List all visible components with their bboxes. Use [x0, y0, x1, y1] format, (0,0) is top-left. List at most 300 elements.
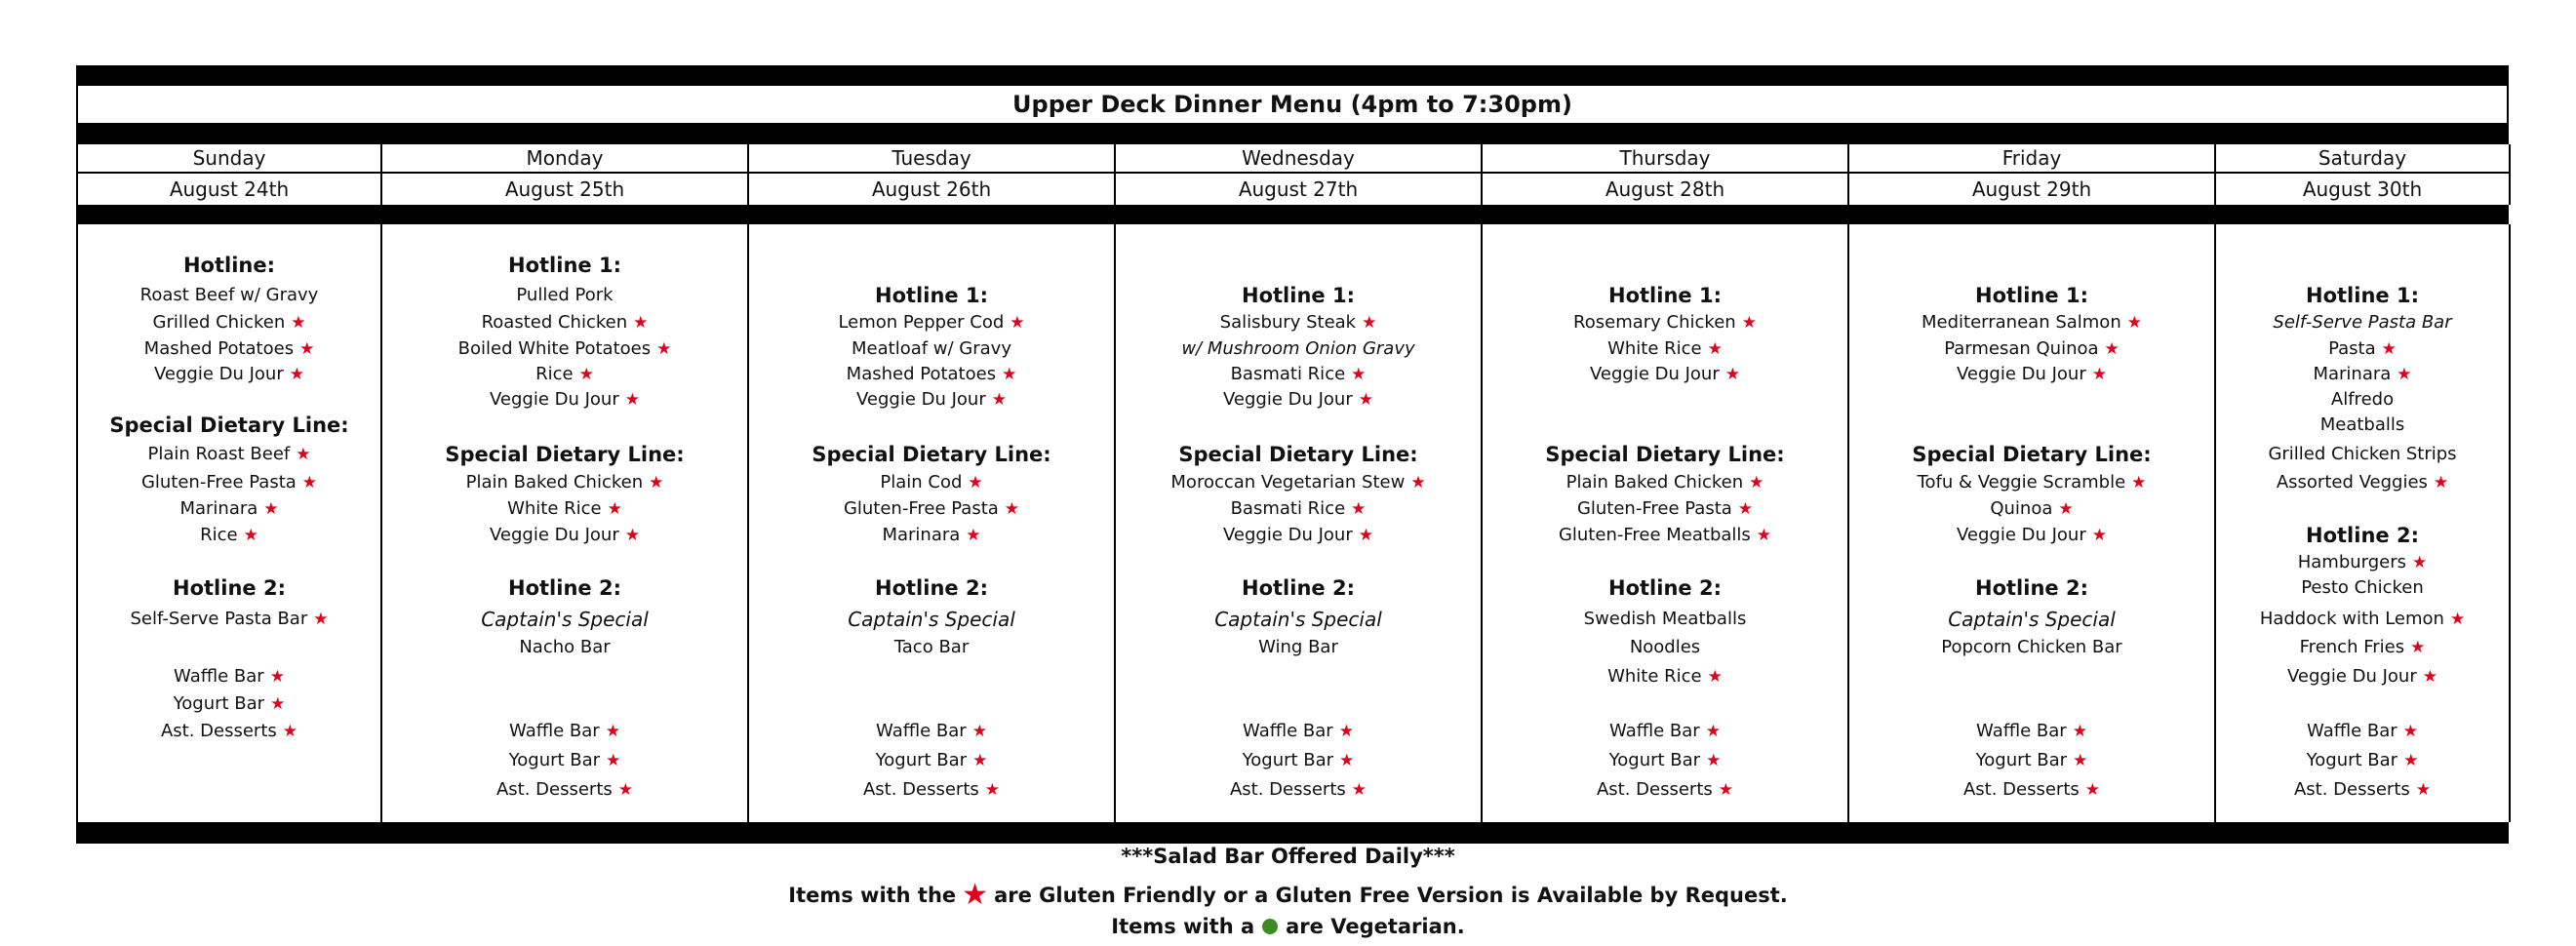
- gluten-friendly-star-icon: ★: [2091, 526, 2107, 545]
- menu-item: [382, 779, 747, 801]
- menu-item-text: Gluten-Free Pasta: [140, 472, 297, 493]
- menu-item: [749, 779, 1114, 801]
- section-heading: [1116, 285, 1481, 306]
- menu-item-text: Waffle Bar: [2307, 721, 2398, 741]
- menu-item-text: Pasta: [2328, 338, 2376, 359]
- menu-item-text: Nacho Bar: [519, 637, 611, 657]
- menu-item: [2216, 338, 2509, 360]
- gluten-friendly-star-icon: ★: [2449, 610, 2466, 629]
- menu-item: [749, 721, 1114, 742]
- menu-item: [382, 609, 747, 630]
- menu-item-text: Special Dietary Line:: [1912, 443, 2152, 466]
- day-name-friday: Friday: [1849, 144, 2216, 174]
- menu-item-text: Meatballs: [2319, 414, 2405, 435]
- menu-item-text: Plain Cod: [880, 472, 963, 493]
- gluten-friendly-star-icon: ★: [1706, 751, 1722, 770]
- menu-item-text: Veggie Du Jour: [1589, 364, 1720, 384]
- day-name-wednesday: Wednesday: [1116, 144, 1483, 174]
- menu-item-text: Hotline 2:: [1242, 576, 1355, 600]
- menu-item-text: Yogurt Bar: [508, 750, 601, 770]
- menu-column-tuesday: [749, 224, 1116, 822]
- day-name-sunday: Sunday: [78, 144, 382, 174]
- menu-item: [382, 721, 747, 742]
- menu-item-text: Hotline 1:: [1608, 284, 1722, 307]
- menu-column-thursday: [1483, 224, 1849, 822]
- menu-item-text: Rosemary Chicken: [1573, 312, 1736, 333]
- menu-item: [78, 525, 380, 546]
- menu-item-text: Lemon Pepper Cod: [838, 312, 1005, 333]
- menu-item-text: Ast. Desserts: [160, 721, 277, 741]
- menu-item: [1849, 779, 2214, 801]
- menu-item-text: Special Dietary Line:: [445, 443, 685, 466]
- menu-item: [78, 609, 380, 630]
- section-heading: [749, 285, 1114, 306]
- gluten-friendly-star-icon: ★: [606, 751, 621, 770]
- day-name-monday: Monday: [382, 144, 749, 174]
- menu-item: [1483, 609, 1847, 630]
- gluten-friendly-star-icon: ★: [2131, 473, 2147, 493]
- menu-item: [2216, 721, 2509, 742]
- date-thursday: August 28th: [1483, 174, 1849, 205]
- vegetarian-note-suffix: are Vegetarian.: [1286, 915, 1465, 938]
- menu-item: [2216, 609, 2509, 630]
- menu-item-text: Pulled Pork: [516, 285, 614, 305]
- menu-item: [78, 285, 380, 306]
- section-heading: [1483, 285, 1847, 306]
- menu-item: [1116, 609, 1481, 630]
- gluten-friendly-star-icon: ★: [1718, 780, 1734, 800]
- menu-item: [749, 472, 1114, 493]
- menu-item-text: French Fries: [2299, 637, 2405, 657]
- gluten-friendly-star-icon: ★: [289, 365, 304, 384]
- menu-item-text: White Rice: [1607, 666, 1702, 687]
- menu-item-text: Hotline 1:: [1975, 284, 2088, 307]
- date-saturday: August 30th: [2216, 174, 2511, 205]
- menu-item-text: Veggie Du Jour: [489, 389, 619, 410]
- menu-item-text: Wing Bar: [1258, 637, 1338, 657]
- section-heading: [749, 444, 1114, 465]
- menu-item-text: Ast. Desserts: [1596, 779, 1713, 800]
- menu-item-text: Hotline 2:: [875, 576, 988, 600]
- top-bar: [76, 65, 2509, 86]
- date-wednesday: August 27th: [1116, 174, 1483, 205]
- menu-item-text: Veggie Du Jour: [1222, 525, 1353, 545]
- menu-item: [749, 364, 1114, 385]
- gluten-friendly-star-icon: ★: [2397, 365, 2412, 384]
- menu-item: [2216, 637, 2509, 658]
- gluten-friendly-star-icon: ★: [1724, 365, 1740, 384]
- menu-column-friday: [1849, 224, 2216, 822]
- gluten-friendly-star-icon: ★: [1339, 751, 1355, 770]
- menu-item-text: Parmesan Quinoa: [1944, 338, 2099, 359]
- menu-item: [1116, 721, 1481, 742]
- menu-item: [2216, 779, 2509, 801]
- gluten-friendly-star-icon: ★: [301, 473, 318, 493]
- menu-body-row: [76, 224, 2509, 822]
- gluten-friendly-star-icon: ★: [1707, 667, 1723, 687]
- menu-item-text: Self-Serve Pasta Bar: [130, 609, 308, 629]
- menu-item-text: Alfredo: [2330, 389, 2395, 410]
- menu-item: [382, 338, 747, 360]
- menu-item-text: Roasted Chicken: [481, 312, 628, 333]
- gluten-friendly-star-icon: ★: [296, 445, 311, 464]
- menu-item: [1116, 637, 1481, 658]
- gluten-note: [0, 878, 2576, 912]
- date-header-row: [76, 174, 2509, 205]
- gluten-friendly-star-icon: ★: [2073, 751, 2088, 770]
- gluten-friendly-star-icon: ★: [1002, 365, 1017, 384]
- menu-item: [78, 498, 380, 520]
- gluten-friendly-star-icon: ★: [1737, 499, 1754, 519]
- menu-item-text: Gluten-Free Meatballs: [1558, 525, 1751, 545]
- gluten-friendly-star-icon: ★: [649, 473, 664, 493]
- day-name-thursday: Thursday: [1483, 144, 1849, 174]
- menu-item: [1849, 637, 2214, 658]
- menu-item-text: Basmati Rice: [1230, 364, 1346, 384]
- menu-item: [1483, 637, 1847, 658]
- gluten-friendly-star-icon: ★: [617, 780, 634, 800]
- section-heading: [78, 414, 380, 436]
- gluten-friendly-star-icon: ★: [2104, 339, 2120, 359]
- menu-item-text: Plain Roast Beef: [147, 444, 291, 464]
- menu-item-text: Yogurt Bar: [173, 693, 265, 714]
- section-heading: [1116, 577, 1481, 599]
- menu-item-text: Special Dietary Line:: [1545, 443, 1785, 466]
- gluten-friendly-star-icon: ★: [282, 722, 298, 741]
- section-heading: [1849, 444, 2214, 465]
- gluten-friendly-star-icon: ★: [624, 526, 640, 545]
- menu-item-text: Waffle Bar: [509, 721, 600, 741]
- gluten-friendly-star-icon: ★: [984, 780, 1001, 800]
- gluten-friendly-star-icon: ★: [2433, 473, 2449, 493]
- menu-item-text: Grilled Chicken Strips: [2268, 444, 2457, 464]
- gluten-friendly-star-icon: ★: [633, 313, 649, 333]
- menu-item: [1483, 338, 1847, 360]
- gluten-friendly-star-icon: ★: [270, 694, 286, 714]
- menu-item: [749, 525, 1114, 546]
- menu-item: [749, 498, 1114, 520]
- gluten-friendly-star-icon: ★: [2422, 667, 2437, 687]
- menu-column-saturday: [2216, 224, 2511, 822]
- gluten-friendly-star-icon: ★: [2091, 365, 2107, 384]
- menu-item: [1849, 750, 2214, 771]
- menu-item: [1116, 389, 1481, 411]
- menu-item-text: Hotline 2:: [508, 576, 621, 600]
- menu-item-text: Hotline 1:: [875, 284, 988, 307]
- menu-item: [749, 609, 1114, 630]
- menu-item-text: Quinoa: [1990, 498, 2053, 519]
- menu-item-text: Hotline 1:: [2306, 284, 2419, 307]
- menu-item-text: Hotline 2:: [2306, 524, 2419, 547]
- menu-item-text: Captain's Special: [1214, 608, 1382, 631]
- star-icon: ★: [962, 878, 989, 912]
- gluten-friendly-star-icon: ★: [1358, 526, 1373, 545]
- salad-bar-note: ***Salad Bar Offered Daily***: [1121, 845, 1455, 868]
- gluten-note-suffix: are Gluten Friendly or a Gluten Free Version is Available by Request.: [994, 884, 1788, 907]
- gluten-friendly-star-icon: ★: [1741, 313, 1757, 333]
- section-heading: [78, 255, 380, 276]
- menu-item-text: Yogurt Bar: [1608, 750, 1701, 770]
- menu-item: [78, 666, 380, 688]
- section-heading: [2216, 285, 2509, 306]
- menu-item: [78, 472, 380, 493]
- gluten-friendly-star-icon: ★: [1705, 722, 1721, 741]
- menu-item-text: Veggie Du Jour: [1956, 525, 2086, 545]
- menu-item: [78, 444, 380, 465]
- menu-item-text: Boiled White Potatoes: [457, 338, 652, 359]
- menu-item: [2216, 312, 2509, 334]
- section-heading: [2216, 525, 2509, 546]
- menu-item: [1116, 750, 1481, 771]
- menu-item-text: w/ Mushroom Onion Gravy: [1181, 338, 1415, 359]
- date-bar: [76, 205, 2509, 224]
- menu-item-text: Hotline 1:: [508, 254, 621, 277]
- menu-item-text: Special Dietary Line:: [109, 414, 349, 437]
- menu-item: [382, 498, 747, 520]
- section-heading: [382, 444, 747, 465]
- menu-item: [2216, 414, 2509, 436]
- vegetarian-dot-icon: [1262, 919, 1278, 934]
- menu-item: [1849, 364, 2214, 385]
- gluten-friendly-star-icon: ★: [968, 473, 983, 493]
- menu-item: [1483, 525, 1847, 546]
- gluten-friendly-star-icon: ★: [2072, 722, 2087, 741]
- menu-item: [2216, 389, 2509, 411]
- menu-item-text: Captain's Special: [1948, 608, 2116, 631]
- menu-item: [382, 750, 747, 771]
- menu-item-text: Marinara: [2313, 364, 2392, 384]
- menu-item: [1116, 498, 1481, 520]
- menu-item-text: Rice: [535, 364, 574, 384]
- menu-item: [1849, 498, 2214, 520]
- date-sunday: August 24th: [78, 174, 382, 205]
- menu-item-text: Roast Beef w/ Gravy: [139, 285, 319, 305]
- menu-item-text: Yogurt Bar: [2306, 750, 2398, 770]
- menu-item-text: Yogurt Bar: [1975, 750, 2068, 770]
- gluten-friendly-star-icon: ★: [313, 610, 329, 629]
- menu-item: [1116, 779, 1481, 801]
- menu-item-text: Ast. Desserts: [862, 779, 979, 800]
- menu-item: [2216, 666, 2509, 688]
- gluten-friendly-star-icon: ★: [1749, 473, 1764, 493]
- menu-item: [749, 389, 1114, 411]
- menu-item: [749, 312, 1114, 334]
- menu-item-text: Grilled Chicken: [152, 312, 286, 333]
- menu-item-text: Self-Serve Pasta Bar: [2273, 312, 2452, 333]
- gluten-friendly-star-icon: ★: [624, 390, 640, 410]
- gluten-friendly-star-icon: ★: [1362, 313, 1377, 333]
- gluten-friendly-star-icon: ★: [2084, 780, 2101, 800]
- menu-item-text: Gluten-Free Pasta: [1576, 498, 1732, 519]
- gluten-friendly-star-icon: ★: [1004, 499, 1020, 519]
- menu-item: [749, 750, 1114, 771]
- date-monday: August 25th: [382, 174, 749, 205]
- gluten-note-prefix: Items with the: [788, 884, 957, 907]
- menu-item: [749, 338, 1114, 360]
- menu-item-text: Ast. Desserts: [2293, 779, 2410, 800]
- vegetarian-note-prefix: Items with a: [1111, 915, 1255, 938]
- menu-item-text: Veggie Du Jour: [1222, 389, 1353, 410]
- menu-item: [78, 364, 380, 385]
- gluten-friendly-star-icon: ★: [243, 526, 258, 545]
- menu-column-wednesday: [1116, 224, 1483, 822]
- menu-item-text: Special Dietary Line:: [812, 443, 1051, 466]
- menu-item: [1483, 312, 1847, 334]
- section-heading: [749, 577, 1114, 599]
- menu-item-text: Moroccan Vegetarian Stew: [1170, 472, 1406, 493]
- menu-item: [1849, 472, 2214, 493]
- menu-item-text: Plain Baked Chicken: [1565, 472, 1744, 493]
- gluten-friendly-star-icon: ★: [1351, 780, 1367, 800]
- menu-item-text: Haddock with Lemon: [2259, 609, 2444, 629]
- menu-item-text: Ast. Desserts: [1229, 779, 1346, 800]
- menu-item-text: Waffle Bar: [876, 721, 967, 741]
- menu-item: [1483, 472, 1847, 493]
- menu-item: [1116, 312, 1481, 334]
- gluten-friendly-star-icon: ★: [1351, 499, 1367, 519]
- menu-item: [1849, 525, 2214, 546]
- menu-item: [1849, 338, 2214, 360]
- menu-item: [1849, 721, 2214, 742]
- menu-item-text: Taco Bar: [893, 637, 970, 657]
- menu-item-text: Ast. Desserts: [495, 779, 613, 800]
- menu-item: [1849, 312, 2214, 334]
- section-heading: [1849, 285, 2214, 306]
- menu-item: [2216, 472, 2509, 493]
- gluten-friendly-star-icon: ★: [1756, 526, 1772, 545]
- menu-item-text: Special Dietary Line:: [1178, 443, 1418, 466]
- menu-item-text: Hamburgers: [2297, 552, 2407, 572]
- menu-item: [78, 338, 380, 360]
- menu-item-text: Rice: [200, 525, 238, 545]
- menu-item: [1116, 364, 1481, 385]
- menu-column-sunday: [78, 224, 382, 822]
- menu-item-text: Captain's Special: [848, 608, 1015, 631]
- menu-item: [2216, 444, 2509, 465]
- menu-item-text: Yogurt Bar: [875, 750, 968, 770]
- date-tuesday: August 26th: [749, 174, 1116, 205]
- menu-item: [1483, 666, 1847, 688]
- section-heading: [1849, 577, 2214, 599]
- section-heading: [1483, 577, 1847, 599]
- section-heading: [382, 577, 747, 599]
- menu-item-text: Hotline 2:: [1975, 576, 2088, 600]
- menu-item-text: Veggie Du Jour: [489, 525, 619, 545]
- menu-item-text: Swedish Meatballs: [1583, 609, 1747, 629]
- menu-item-text: Veggie Du Jour: [1956, 364, 2086, 384]
- gluten-friendly-star-icon: ★: [605, 722, 620, 741]
- menu-item-text: Marinara: [179, 498, 258, 519]
- menu-item-text: Meatloaf w/ Gravy: [852, 338, 1011, 359]
- menu-item-text: Waffle Bar: [1609, 721, 1700, 741]
- menu-item-text: Popcorn Chicken Bar: [1941, 637, 2122, 657]
- gluten-friendly-star-icon: ★: [1338, 722, 1354, 741]
- menu-item-text: Basmati Rice: [1230, 498, 1346, 519]
- menu-item: [1483, 721, 1847, 742]
- day-header-row: [76, 144, 2509, 174]
- gluten-friendly-star-icon: ★: [263, 499, 279, 519]
- menu-item-text: Ast. Desserts: [1962, 779, 2080, 800]
- menu-item: [382, 637, 747, 658]
- gluten-friendly-star-icon: ★: [2126, 313, 2142, 333]
- menu-item-text: Plain Baked Chicken: [465, 472, 644, 493]
- gluten-friendly-star-icon: ★: [2381, 339, 2397, 359]
- gluten-friendly-star-icon: ★: [269, 667, 285, 687]
- menu-item: [382, 472, 747, 493]
- gluten-friendly-star-icon: ★: [971, 722, 987, 741]
- menu-item-text: Hotline:: [182, 254, 276, 277]
- menu-item: [1116, 525, 1481, 546]
- menu-item-text: Tofu & Veggie Scramble: [1917, 472, 2126, 493]
- menu-item: [1116, 338, 1481, 360]
- menu-item-text: Mashed Potatoes: [846, 364, 997, 384]
- menu-item: [382, 525, 747, 546]
- menu-column-monday: [382, 224, 749, 822]
- section-heading: [78, 577, 380, 599]
- gluten-friendly-star-icon: ★: [2415, 780, 2432, 800]
- day-name-tuesday: Tuesday: [749, 144, 1116, 174]
- menu-item-text: Pesto Chicken: [2301, 577, 2424, 598]
- menu-item-text: Assorted Veggies: [2276, 472, 2428, 493]
- menu-item-text: Noodles: [1629, 637, 1701, 657]
- menu-item: [78, 721, 380, 742]
- gluten-friendly-star-icon: ★: [291, 313, 306, 333]
- gluten-friendly-star-icon: ★: [2412, 553, 2428, 572]
- menu-item: [1483, 364, 1847, 385]
- gluten-friendly-star-icon: ★: [299, 339, 315, 359]
- menu-item: [1483, 750, 1847, 771]
- menu-item: [2216, 750, 2509, 771]
- menu-item-text: Hotline 2:: [1608, 576, 1722, 600]
- menu-item-text: Veggie Du Jour: [855, 389, 986, 410]
- gluten-friendly-star-icon: ★: [991, 390, 1007, 410]
- gluten-friendly-star-icon: ★: [2058, 499, 2074, 519]
- menu-item-text: Gluten-Free Pasta: [843, 498, 999, 519]
- menu-item: [2216, 364, 2509, 385]
- gluten-friendly-star-icon: ★: [2410, 638, 2426, 657]
- menu-item-text: Waffle Bar: [174, 666, 264, 687]
- gluten-friendly-star-icon: ★: [972, 751, 988, 770]
- menu-item: [78, 693, 380, 715]
- title-bar: [76, 123, 2509, 144]
- section-heading: [382, 255, 747, 276]
- day-name-saturday: Saturday: [2216, 144, 2511, 174]
- menu-item: [382, 285, 747, 306]
- menu-item-text: Veggie Du Jour: [2286, 666, 2417, 687]
- dinner-menu-table: [76, 65, 2509, 844]
- menu-item-text: Captain's Special: [481, 608, 649, 631]
- menu-item: [382, 389, 747, 411]
- gluten-friendly-star-icon: ★: [1410, 473, 1426, 493]
- menu-item: [1849, 609, 2214, 630]
- gluten-friendly-star-icon: ★: [2403, 751, 2419, 770]
- menu-item-text: Yogurt Bar: [1242, 750, 1334, 770]
- menu-item-text: Hotline 1:: [1242, 284, 1355, 307]
- menu-item-text: Marinara: [882, 525, 961, 545]
- menu-item: [2216, 552, 2509, 573]
- section-heading: [1483, 444, 1847, 465]
- menu-item: [749, 637, 1114, 658]
- menu-item-text: Mediterranean Salmon: [1922, 312, 2121, 333]
- vegetarian-note: [0, 915, 2576, 938]
- gluten-friendly-star-icon: ★: [2402, 722, 2418, 741]
- menu-item: [78, 312, 380, 334]
- menu-item-text: White Rice: [507, 498, 602, 519]
- menu-title: Upper Deck Dinner Menu (4pm to 7:30pm): [76, 86, 2509, 123]
- gluten-friendly-star-icon: ★: [607, 499, 622, 519]
- menu-item-text: Hotline 2:: [173, 576, 286, 600]
- menu-item: [2216, 577, 2509, 599]
